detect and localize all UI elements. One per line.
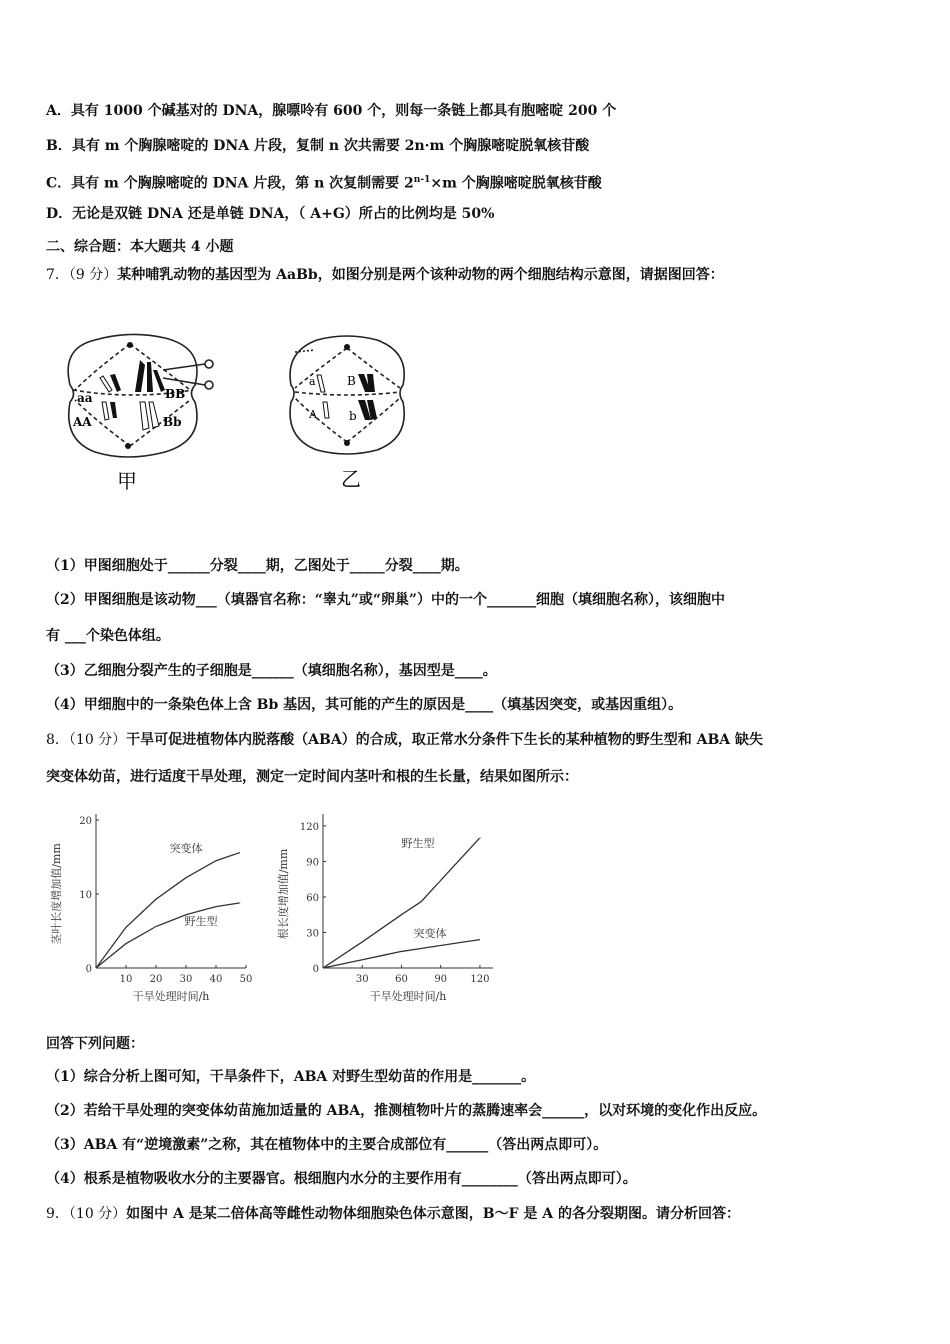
series-label-1: 突变体 (169, 842, 203, 855)
q9-intro-text: 如图中 A 是某二倍体高等雌性动物体细胞染色体示意图，B～F 是 A 的各分裂期图。请分析回答： (126, 1206, 741, 1222)
x-tick-label: 40 (209, 974, 223, 985)
cell-yi (290, 336, 404, 454)
y-tick-label: 120 (299, 821, 319, 833)
q8-sub2: （2）若给干旱处理的突变体幼苗施加适量的 ABA，推测植物叶片的蒸腾速率会______，以对环境的变化作出反应。 (46, 1103, 767, 1119)
option-c-pre: C．具有 m 个胸腺嘧啶的 DNA 片段，第 n 次复制需要 2 (46, 175, 414, 192)
label-a: a (309, 375, 316, 388)
answer-title: 回答下列问题： (46, 1036, 144, 1052)
series-label-2: 突变体 (413, 927, 447, 940)
q8-intro-text: 干旱可促进植物体内脱落酸（ABA）的合成，取正常水分条件下生长的某种植物的野生型和 ABA 缺失 (126, 732, 764, 748)
option-a: A．具有 1000 个碱基对的 DNA，腺嘌呤有 600 个，则每一条链上都具有胞嘧啶 200 个 (46, 103, 617, 119)
q7-number: 7．（9 分） (46, 267, 118, 283)
label-aa: aa (77, 391, 93, 405)
label-b: b (349, 409, 357, 423)
q8-intro (46, 730, 763, 750)
y-tick-label: 90 (306, 857, 319, 869)
label-B: B (347, 374, 356, 388)
x-tick-label: 10 (119, 974, 133, 985)
series-line-1 (323, 838, 480, 968)
label-AA: AA (73, 415, 92, 429)
chart-root (276, 814, 493, 1003)
y-axis-label: 茎叶长度增加值/mm (50, 843, 63, 945)
y-tick-label: 30 (306, 928, 319, 940)
chart-stem-leaf (49, 814, 252, 1003)
option-c-sup: n-1 (413, 175, 431, 185)
option-c-post: ×m 个胸腺嘧啶脱氧核苷酸 (430, 175, 602, 192)
series-line-2 (323, 940, 480, 968)
y-axis-label: 根长度增加值/mm (277, 848, 290, 940)
x-axis-label: 干旱处理时间/h (369, 990, 447, 1003)
option-b: B．具有 m 个胸腺嘧啶的 DNA 片段，复制 n 次共需要 2n·m 个胸腺嘧啶脱氧核苷酸 (46, 138, 590, 154)
x-tick-label: 30 (355, 974, 369, 985)
series-label-2: 野生型 (184, 915, 218, 928)
x-axis-label: 干旱处理时间/h (132, 990, 210, 1003)
option-d: D．无论是双链 DNA 还是单链 DNA，（ A+G）所占的比例均是 50% (46, 206, 495, 222)
y-tick-label: 20 (79, 816, 92, 827)
x-tick-label: 90 (434, 974, 448, 985)
x-tick-label: 20 (149, 974, 163, 985)
q7-sub2-line1: （2）甲图细胞是该动物___（填器官名称：“睾丸”或“卵巢”）中的一个_______细胞（填细胞名称），该细胞中 (46, 592, 725, 608)
label-A: A (309, 408, 317, 421)
x-tick-label: 50 (239, 974, 253, 985)
q8-number: 8．（10 分） (46, 732, 127, 748)
q8-sub1: （1）综合分析上图可知，干旱条件下，ABA 对野生型幼苗的作用是_______。 (46, 1069, 536, 1085)
x-tick-label: 30 (179, 974, 193, 985)
q9-number: 9．（10 分） (46, 1206, 127, 1222)
option-c (46, 170, 602, 194)
q8-intro-line2: 突变体幼苗，进行适度干旱处理，测定一定时间内茎叶和根的生长量，结果如图所示： (46, 769, 578, 785)
label-Bb: Bb (163, 415, 182, 429)
x-tick-label: 120 (470, 974, 490, 985)
q7-sub3: （3）乙细胞分裂产生的子细胞是______（填细胞名称），基因型是____。 (46, 663, 497, 679)
x-tick-label: 60 (395, 974, 408, 985)
y-tick-label: 60 (306, 892, 319, 904)
q7-intro-text: 某种哺乳动物的基因型为 AaBb，如图分别是两个该种动物的两个细胞结构示意图，请据图回答： (117, 267, 724, 283)
cell-diagram-figure (55, 330, 435, 500)
q9-intro (46, 1204, 740, 1224)
label-yi: 乙 (341, 467, 361, 491)
growth-charts (46, 800, 506, 1010)
y-tick-label: 0 (85, 964, 92, 975)
label-jia: 甲 (117, 469, 137, 493)
q8-sub4: （4）根系是植物吸收水分的主要器官。根细胞内水分的主要作用有________（答出两点即可）。 (46, 1171, 637, 1187)
label-BB: BB (165, 387, 186, 401)
q7-sub2-line2: 有 ___个染色体组。 (46, 628, 170, 644)
series-line-2 (96, 903, 240, 968)
q7-intro (46, 265, 724, 285)
y-tick-label: 0 (312, 964, 319, 975)
y-tick-label: 10 (79, 890, 92, 901)
q8-sub3: （3）ABA 有“逆境激素”之称，其在植物体中的主要合成部位有______（答出两点即可）。 (46, 1137, 608, 1153)
q7-sub4: （4）甲细胞中的一条染色体上含 Bb 基因，其可能的产生的原因是____（填基因突变，或基因重组）。 (46, 697, 683, 713)
q7-sub1: （1）甲图细胞处于______分裂____期，乙图处于_____分裂____期。 (46, 558, 469, 574)
section2-title: 二、综合题：本大题共 4 小题 (46, 239, 234, 255)
series-label-1: 野生型 (401, 837, 435, 850)
